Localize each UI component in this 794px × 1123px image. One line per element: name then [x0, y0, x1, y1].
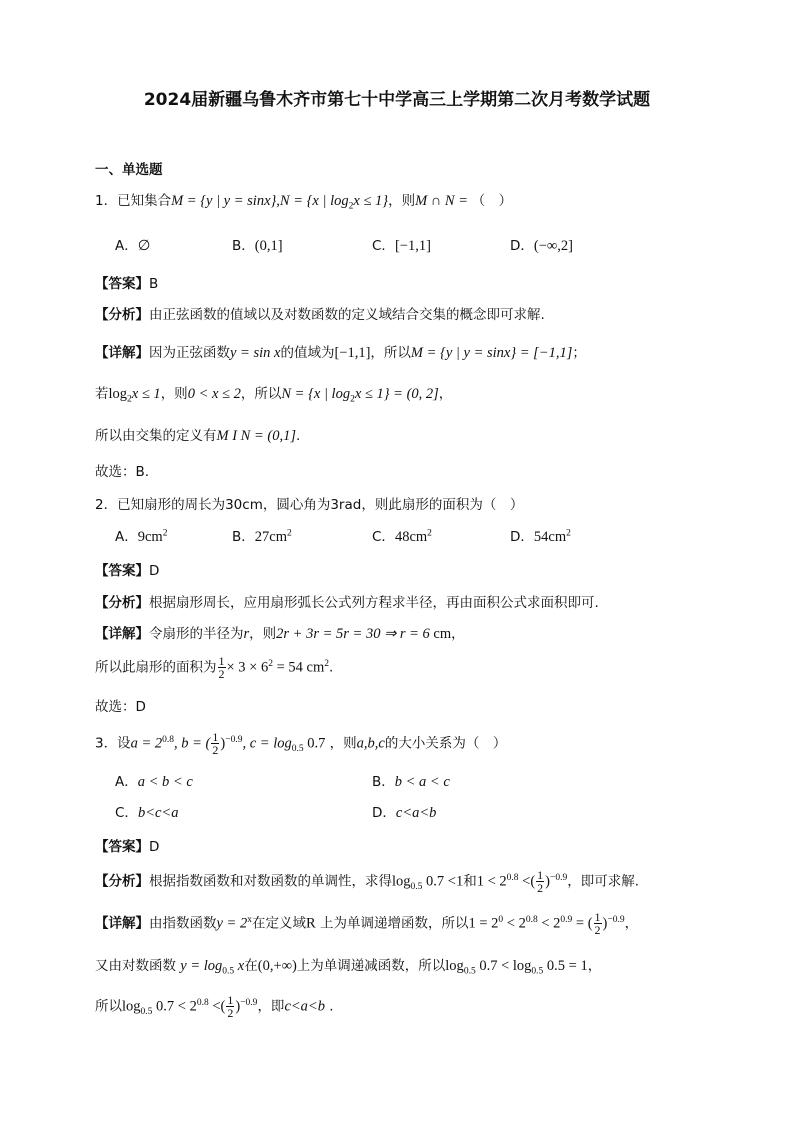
text-segment: 根据指数函数和对数函数的单调性，求得	[149, 873, 392, 890]
text-segment: 在定义域	[251, 915, 306, 932]
option-value: c<a<b	[395, 805, 437, 821]
option-d	[510, 526, 571, 548]
math-expression: y = 2	[216, 915, 248, 932]
math-expression: log	[108, 386, 128, 402]
text-segment: 在	[244, 958, 258, 974]
option-c	[372, 235, 431, 257]
superscript: 0.8	[506, 873, 519, 883]
detail-label: 【详解】	[95, 626, 149, 642]
subscript: 0.5	[291, 744, 304, 755]
superscript: −0.9	[607, 915, 625, 925]
math-expression: , b = (	[174, 735, 211, 752]
analysis-label: 【分析】	[95, 873, 149, 890]
fraction-denominator: 2	[227, 1006, 234, 1020]
analysis-label: 【分析】	[95, 307, 149, 323]
option-value: b<c<a	[137, 805, 179, 821]
fraction-numerator: 1	[537, 868, 544, 882]
subscript: 0.5	[531, 966, 544, 977]
superscript: 0.9	[560, 915, 573, 925]
superscript: 2	[324, 659, 330, 669]
option-a	[115, 235, 150, 257]
math-expression: log	[392, 873, 411, 890]
math-expression: 1 < 2	[476, 873, 507, 890]
question-1-conclusion: 故选：B.	[95, 464, 150, 480]
math-expression: 0.7 < log	[475, 958, 532, 974]
math-expression: x ≤ 1	[131, 386, 161, 402]
option-value: 54cm	[533, 529, 567, 545]
question-3-detail-line-2	[95, 955, 601, 977]
text-segment: 1．已知集合	[95, 193, 172, 209]
detail-label: 【详解】	[95, 915, 149, 932]
subscript: 0.5	[410, 882, 423, 893]
answer-value: D	[149, 563, 160, 579]
answer-label: 【答案】	[95, 839, 149, 855]
option-b	[232, 235, 283, 257]
option-label: D．	[372, 805, 396, 821]
superscript: −0.9	[240, 998, 258, 1008]
math-expression: = (	[572, 915, 593, 932]
math-expression: y = log	[180, 958, 223, 974]
superscript: −0.9	[225, 735, 243, 745]
answer-label: 【答案】	[95, 563, 149, 579]
unit: cm	[302, 659, 325, 676]
text-segment: 所以由交集的定义有	[95, 428, 217, 444]
text-segment: .	[329, 659, 334, 676]
fraction-denominator: 2	[218, 667, 225, 681]
detail-label: 【详解】	[95, 345, 149, 361]
text-segment: ，	[438, 386, 453, 402]
text-segment: 3．设	[95, 735, 131, 752]
text-segment: ，所以	[370, 345, 411, 361]
superscript: x	[247, 915, 252, 925]
text-segment: 又由对数函数	[95, 958, 181, 974]
option-label: B．	[372, 774, 395, 790]
option-c	[372, 526, 432, 548]
text-segment: （ ）	[471, 193, 513, 209]
analysis-label: 【分析】	[95, 595, 149, 611]
question-1-detail-line-1	[95, 342, 586, 364]
option-value: 27cm	[254, 529, 287, 545]
question-1-detail-line-3	[95, 425, 300, 447]
question-1-answer	[95, 273, 158, 295]
text-segment: 所以	[95, 998, 122, 1015]
math-expression: × 3 × 6	[226, 659, 269, 676]
question-2-answer	[95, 560, 159, 582]
superscript: 0.8	[196, 998, 209, 1008]
question-3-detail-line-3	[95, 994, 334, 1019]
math-expression: c<a<b	[284, 998, 325, 1015]
option-a	[115, 526, 167, 548]
fraction-denominator: 2	[537, 881, 544, 895]
question-1-stem	[95, 190, 512, 212]
math-expression: = 54	[272, 659, 303, 676]
math-expression: M = {y | y = sinx} = [−1,1]	[410, 345, 573, 361]
fraction	[218, 655, 226, 680]
fraction	[226, 994, 234, 1019]
math-expression: 0.5 = 1	[543, 958, 588, 974]
question-3-stem	[95, 731, 506, 756]
text-segment: .	[324, 998, 334, 1015]
option-label: C．	[372, 529, 395, 545]
fraction-denominator: 2	[594, 923, 601, 937]
text-segment: ；	[572, 345, 586, 361]
option-value: [−1,1]	[394, 238, 431, 254]
text-segment: 令扇形的半径为	[149, 626, 244, 642]
text-segment: 的大小关系为（ ）	[384, 735, 507, 752]
option-a	[115, 771, 193, 793]
question-2-stem: 2．已知扇形的周长为30cm，圆心角为3rad，则此扇形的面积为（ ）	[95, 497, 524, 513]
text-segment: ，	[587, 958, 602, 974]
option-value: (0,1]	[254, 238, 283, 254]
fraction	[594, 911, 602, 936]
math-expression: N = {x | log	[281, 386, 351, 402]
option-label: B．	[232, 238, 255, 254]
superscript: 2	[286, 528, 292, 539]
subscript: 2	[127, 394, 132, 405]
math-expression: , c = log	[242, 735, 292, 752]
fraction	[211, 731, 219, 756]
subscript: 0.5	[140, 1007, 153, 1018]
math-expression: <(	[518, 873, 536, 890]
math-expression: log	[122, 998, 141, 1015]
option-value: 48cm	[394, 529, 428, 545]
text-segment: 因为正弦函数	[149, 345, 230, 361]
text-segment: ，	[451, 626, 465, 642]
question-2-conclusion: 故选：D	[95, 699, 146, 715]
math-expression: < 2	[537, 915, 561, 932]
text-segment: 若	[95, 386, 109, 402]
math-expression: 0.7 < 2	[152, 998, 197, 1015]
text-segment: ，则	[325, 735, 357, 752]
math-expression: 1 = 2	[468, 915, 499, 932]
option-value: b < a < c	[394, 774, 450, 790]
option-label: C．	[372, 238, 395, 254]
text-segment: 的值域为	[280, 345, 335, 361]
math-expression: M I N = (0,1]	[216, 428, 296, 444]
fraction-denominator: 2	[212, 743, 219, 757]
question-2-analysis	[95, 592, 599, 614]
text-segment: 和	[463, 873, 477, 890]
subscript: 2	[348, 201, 354, 212]
math-expression: x ≤ 1} = (0, 2]	[354, 386, 439, 402]
math-expression: (0,+∞)	[257, 958, 297, 974]
text-segment: 上为单调递减函数，所以	[296, 958, 446, 974]
option-label: C．	[115, 805, 138, 821]
math-expression: )	[545, 873, 551, 890]
option-label: D．	[510, 238, 534, 254]
document-title: 2024届新疆乌鲁木齐市第七十中学高三上学期第二次月考数学试题	[143, 90, 651, 110]
analysis-text: 由正弦函数的值域以及对数函数的定义域结合交集的概念即可求解.	[149, 307, 545, 323]
math-expression: 0.7	[303, 735, 326, 752]
text-segment: ，则	[388, 193, 416, 209]
text-segment: .	[295, 428, 301, 444]
question-3-analysis	[95, 869, 639, 894]
fraction	[536, 869, 544, 894]
question-1-analysis	[95, 304, 545, 326]
superscript: 2	[268, 659, 273, 669]
answer-value: B	[149, 276, 159, 292]
math-expression: 2r + 3r = 5r = 30 ⇒ r = 6	[276, 626, 430, 642]
section-heading: 一、单选题	[95, 162, 163, 178]
math-expression: )	[602, 915, 608, 932]
math-expression: log	[445, 958, 464, 974]
math-expression: y = sin x	[230, 345, 281, 361]
superscript: 2	[162, 528, 168, 539]
question-3-answer	[95, 836, 159, 858]
option-value: 9cm	[137, 529, 163, 545]
question-2-detail-line-1	[95, 623, 465, 645]
option-b	[372, 771, 450, 793]
superscript: 0.8	[525, 915, 538, 925]
text-segment: 所以此扇形的面积为	[95, 659, 217, 676]
text-segment: ，则	[249, 626, 277, 642]
math-expression: 0 < x ≤ 2	[187, 386, 241, 402]
option-value: a < b < c	[137, 774, 193, 790]
fraction-numerator: 1	[594, 910, 601, 924]
math-expression: a = 2	[130, 735, 163, 752]
option-d	[510, 235, 573, 257]
text-segment: ，即可求解.	[567, 873, 640, 890]
math-expression: M = {y | y = sinx},N = {x | log	[171, 193, 349, 209]
superscript: −0.9	[550, 873, 568, 883]
text-segment: ，	[624, 915, 639, 932]
question-3-detail-line-1	[95, 911, 638, 936]
text-segment: ，所以	[240, 386, 282, 402]
answer-value: D	[149, 839, 160, 855]
math-expression: <(	[208, 998, 226, 1015]
subscript: 0.5	[222, 966, 235, 977]
unit: cm	[429, 626, 452, 642]
analysis-text: 根据扇形周长，应用扇形弧长公式列方程求半径，再由面积公式求面积即可.	[149, 595, 599, 611]
question-2-detail-line-2	[95, 655, 333, 680]
text-segment: 上为单调递增函数，所以	[315, 915, 469, 932]
option-c	[115, 802, 178, 824]
superscript: 2	[427, 528, 432, 539]
math-expression: x	[234, 958, 245, 974]
superscript: 0	[498, 915, 504, 925]
text-segment: ，即	[257, 998, 285, 1015]
option-value: (−∞,2]	[533, 238, 573, 254]
math-expression: )	[220, 735, 226, 752]
option-d	[372, 802, 436, 824]
option-value: ∅	[137, 238, 151, 254]
fraction-numerator: 1	[212, 730, 219, 744]
option-b	[232, 526, 292, 548]
text-segment: ，则	[160, 386, 188, 402]
superscript: 2	[566, 528, 571, 539]
answer-label: 【答案】	[95, 276, 149, 292]
fraction-numerator: 1	[227, 993, 234, 1007]
question-1-detail-line-2	[95, 383, 452, 405]
math-expression: R	[305, 915, 316, 932]
superscript: 0.8	[162, 735, 175, 745]
math-expression: )	[235, 998, 241, 1015]
option-label: A．	[115, 529, 138, 545]
option-label: D．	[510, 529, 534, 545]
math-expression: < 2	[503, 915, 526, 932]
fraction-numerator: 1	[218, 654, 225, 668]
math-expression: a,b,c	[356, 735, 385, 752]
math-expression: M ∩ N =	[415, 193, 472, 209]
math-expression: [−1,1]	[334, 345, 371, 361]
text-segment: 由指数函数	[149, 915, 217, 932]
math-expression: 0.7 <1	[422, 873, 464, 890]
option-label: A．	[115, 238, 138, 254]
subscript: 0.5	[463, 966, 476, 977]
math-expression: r	[243, 626, 250, 642]
subscript: 2	[350, 394, 355, 405]
option-label: A．	[115, 774, 138, 790]
math-expression: x ≤ 1}	[353, 193, 389, 209]
option-label: B．	[232, 529, 255, 545]
